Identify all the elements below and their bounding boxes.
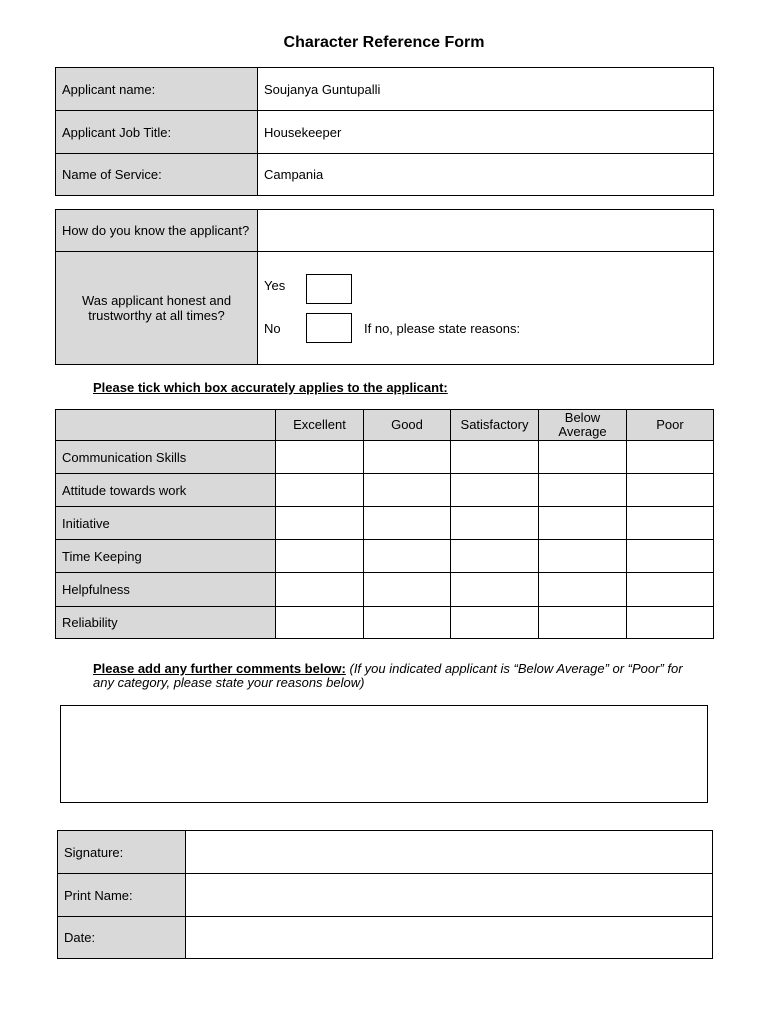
no-label: No xyxy=(264,321,281,336)
rating-tick-cell[interactable] xyxy=(627,441,714,474)
rating-tick-cell[interactable] xyxy=(276,507,364,540)
rating-tick-cell[interactable] xyxy=(276,474,364,507)
rating-tick-cell[interactable] xyxy=(627,573,714,607)
how-know-field[interactable] xyxy=(258,210,714,252)
rating-tick-cell[interactable] xyxy=(539,607,627,639)
rating-tick-cell[interactable] xyxy=(364,540,451,573)
applicant-job-title-label: Applicant Job Title: xyxy=(56,111,258,154)
comments-instruction xyxy=(93,662,693,690)
rating-tick-cell[interactable] xyxy=(539,573,627,607)
date-field[interactable] xyxy=(186,917,713,959)
rating-row-label: Attitude towards work xyxy=(56,474,276,507)
signoff-table xyxy=(57,830,713,959)
honest-question-text: Was applicant honest and trustworthy at all times? xyxy=(81,293,232,323)
rating-tick-cell[interactable] xyxy=(364,507,451,540)
applicant-name-label: Applicant name: xyxy=(56,68,258,111)
applicant-job-title-field[interactable]: Housekeeper xyxy=(258,111,714,154)
rating-corner-cell xyxy=(56,410,276,441)
rating-row-label: Time Keeping xyxy=(56,540,276,573)
rating-column-header: Excellent xyxy=(276,410,364,441)
signature-field[interactable] xyxy=(186,831,713,874)
rating-tick-cell[interactable] xyxy=(539,474,627,507)
rating-row-label: Communication Skills xyxy=(56,441,276,474)
rating-tick-cell[interactable] xyxy=(627,507,714,540)
rating-tick-cell[interactable] xyxy=(627,474,714,507)
rating-tick-cell[interactable] xyxy=(539,441,627,474)
applicant-questions-table xyxy=(55,209,714,365)
comments-note: (If you indicated applicant is “Below Average” or “Poor” for any category, please state your reasons below) xyxy=(93,661,683,690)
rating-tick-cell[interactable] xyxy=(364,607,451,639)
comments-heading: Please add any further comments below: xyxy=(93,661,346,676)
rating-row xyxy=(56,607,714,639)
rating-column-header: Satisfactory xyxy=(451,410,539,441)
rating-row xyxy=(56,540,714,573)
rating-column-header: Poor xyxy=(627,410,714,441)
service-name-label: Name of Service: xyxy=(56,154,258,196)
print-name-field[interactable] xyxy=(186,874,713,917)
comments-box[interactable] xyxy=(60,705,708,803)
rating-tick-cell[interactable] xyxy=(627,540,714,573)
rating-tick-cell[interactable] xyxy=(276,441,364,474)
rating-tick-cell[interactable] xyxy=(364,441,451,474)
rating-row xyxy=(56,441,714,474)
service-name-field[interactable]: Campania xyxy=(258,154,714,196)
reasons-label: If no, please state reasons: xyxy=(364,321,521,336)
rating-row xyxy=(56,573,714,607)
rating-tick-cell[interactable] xyxy=(451,441,539,474)
honest-answer-cell xyxy=(258,252,714,365)
rating-tick-cell[interactable] xyxy=(627,607,714,639)
rating-tick-cell[interactable] xyxy=(451,607,539,639)
rating-row xyxy=(56,474,714,507)
how-know-label: How do you know the applicant? xyxy=(56,210,258,252)
rating-tick-cell[interactable] xyxy=(364,573,451,607)
applicant-name-field[interactable]: Soujanya Guntupalli xyxy=(258,68,714,111)
date-label: Date: xyxy=(58,917,186,959)
rating-tick-cell[interactable] xyxy=(451,540,539,573)
rating-tick-cell[interactable] xyxy=(539,507,627,540)
rating-instruction: Please tick which box accurately applies to the applicant: xyxy=(93,380,448,395)
rating-tick-cell[interactable] xyxy=(451,507,539,540)
applicant-details-table xyxy=(55,67,714,196)
rating-tick-cell[interactable] xyxy=(364,474,451,507)
rating-tick-cell[interactable] xyxy=(276,573,364,607)
honest-question-label xyxy=(56,252,258,365)
rating-row-label: Helpfulness xyxy=(56,573,276,607)
rating-row-label: Reliability xyxy=(56,607,276,639)
signature-label: Signature: xyxy=(58,831,186,874)
rating-tick-cell[interactable] xyxy=(451,474,539,507)
no-checkbox[interactable] xyxy=(306,313,352,343)
rating-table xyxy=(55,409,714,639)
rating-column-header: Below Average xyxy=(539,410,627,441)
form-title: Character Reference Form xyxy=(283,34,485,51)
yes-checkbox[interactable] xyxy=(306,274,352,304)
rating-column-header: Good xyxy=(364,410,451,441)
print-name-label: Print Name: xyxy=(58,874,186,917)
rating-row-label: Initiative xyxy=(56,507,276,540)
rating-tick-cell[interactable] xyxy=(539,540,627,573)
yes-label: Yes xyxy=(264,278,286,293)
rating-tick-cell[interactable] xyxy=(276,540,364,573)
rating-tick-cell[interactable] xyxy=(451,573,539,607)
rating-row xyxy=(56,507,714,540)
rating-tick-cell[interactable] xyxy=(276,607,364,639)
